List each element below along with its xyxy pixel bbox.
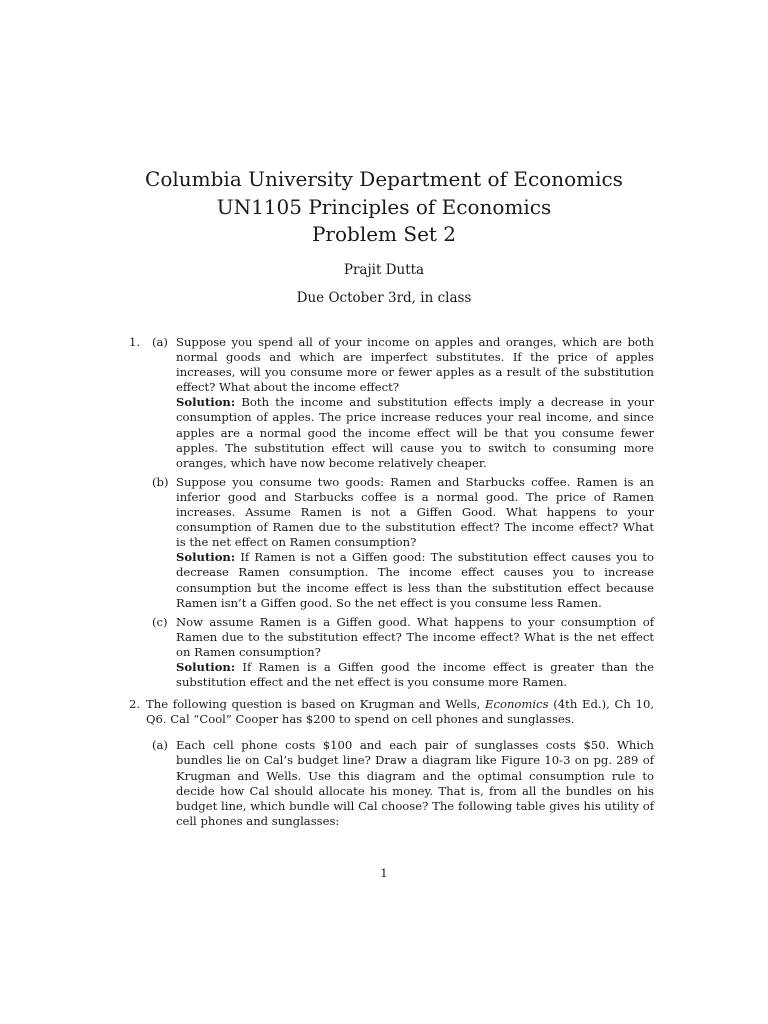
question-2-intro [146,697,654,727]
question-1a-solution [176,395,654,470]
question-2a-label: (a) [152,738,168,753]
question-2a [146,738,654,829]
question-1b-solution [176,550,654,610]
document-title-institution: Columbia University Department of Economics [145,167,623,191]
question-1c [146,615,654,690]
problem-list [129,335,655,829]
solution-text: Both the income and substitution effects imply a decrease in your consumption of apples. The price increase reduces your real income, and since apples are a normal good the income effect will be that you consume fewer apples. The substitution effect will cause you to switch to consuming more oranges, which have now become relatively cheaper. [176,395,654,470]
question-1 [129,335,655,690]
question-1b-label: (b) [152,474,169,489]
question-1a-label: (a) [152,335,168,349]
question-1a-text: Suppose you spend all of your income on apples and oranges, which are both normal goods and which are imperfect substitutes. If the price of apples increases, will you consume more or fewer apples as a result of the substitution effect? What about the income effect? [176,335,654,395]
solution-label: Solution: [176,659,236,674]
question-1-number: 1. [129,335,141,349]
book-title: Economics [485,697,549,712]
question-1c-solution [176,660,654,690]
question-1b-text: Suppose you consume two goods: Ramen and Starbucks coffee. Ramen is an inferior good and Starbucks coffee is a normal good. The price of Ramen increases. Assume Ramen is not a Giffen Good. What happens to your consumption of Ramen due to the substitution effect? The income effect? What is the net effect on Ramen consumption? [176,474,654,550]
solution-text: If Ramen is a Giffen good the income effect is greater than the substitution effect and the net effect is you consume more Ramen. [176,659,655,690]
question-2-number: 2. [129,697,141,712]
document-title-problem-set: Problem Set 2 [311,222,457,246]
document-title-course: UN1105 Principles of Economics [216,195,552,219]
author-name: Prajit Dutta [343,262,425,278]
solution-label: Solution: [176,550,236,565]
question-1a [146,335,654,471]
question-2 [129,697,655,829]
due-date: Due October 3rd, in class [296,290,472,306]
page-number: 1 [380,866,388,880]
question-1c-label: (c) [152,614,168,629]
question-1b [146,475,654,611]
solution-label: Solution: [176,395,236,410]
question-2-intro-end: (4th Ed.), Ch 10, Q6. Cal “Cool” Cooper has $200 to spend on cell phones and sunglasses. [146,697,655,727]
question-2-intro-start: The following question is based on Krugman and Wells, [146,697,481,712]
question-1c-text: Now assume Ramen is a Giffen good. What happens to your consumption of Ramen due to the substitution effect? The income effect? What is the net effect on Ramen consumption? [176,614,654,659]
question-2a-text: Each cell phone costs $100 and each pair of sunglasses costs $50. Which bundles lie on Cal’s budget line? Draw a diagram like Figure 10-3 on pg. 289 of Krugman and Wells. Use this diagram and the optimal consumption rule to decide how Cal should allocate his money. That is, from all the bundles on his budget line, which bundle will Cal choose? The following table gives his utility of cell phones and sunglasses: [176,738,654,828]
solution-text: If Ramen is not a Giffen good: The substitution effect causes you to decrease Ramen consumption. The income effect causes you to increase consumption but the income effect is less than the substitution effect because Ramen isn’t a Giffen good. So the net effect is you consume less Ramen. [176,550,655,610]
